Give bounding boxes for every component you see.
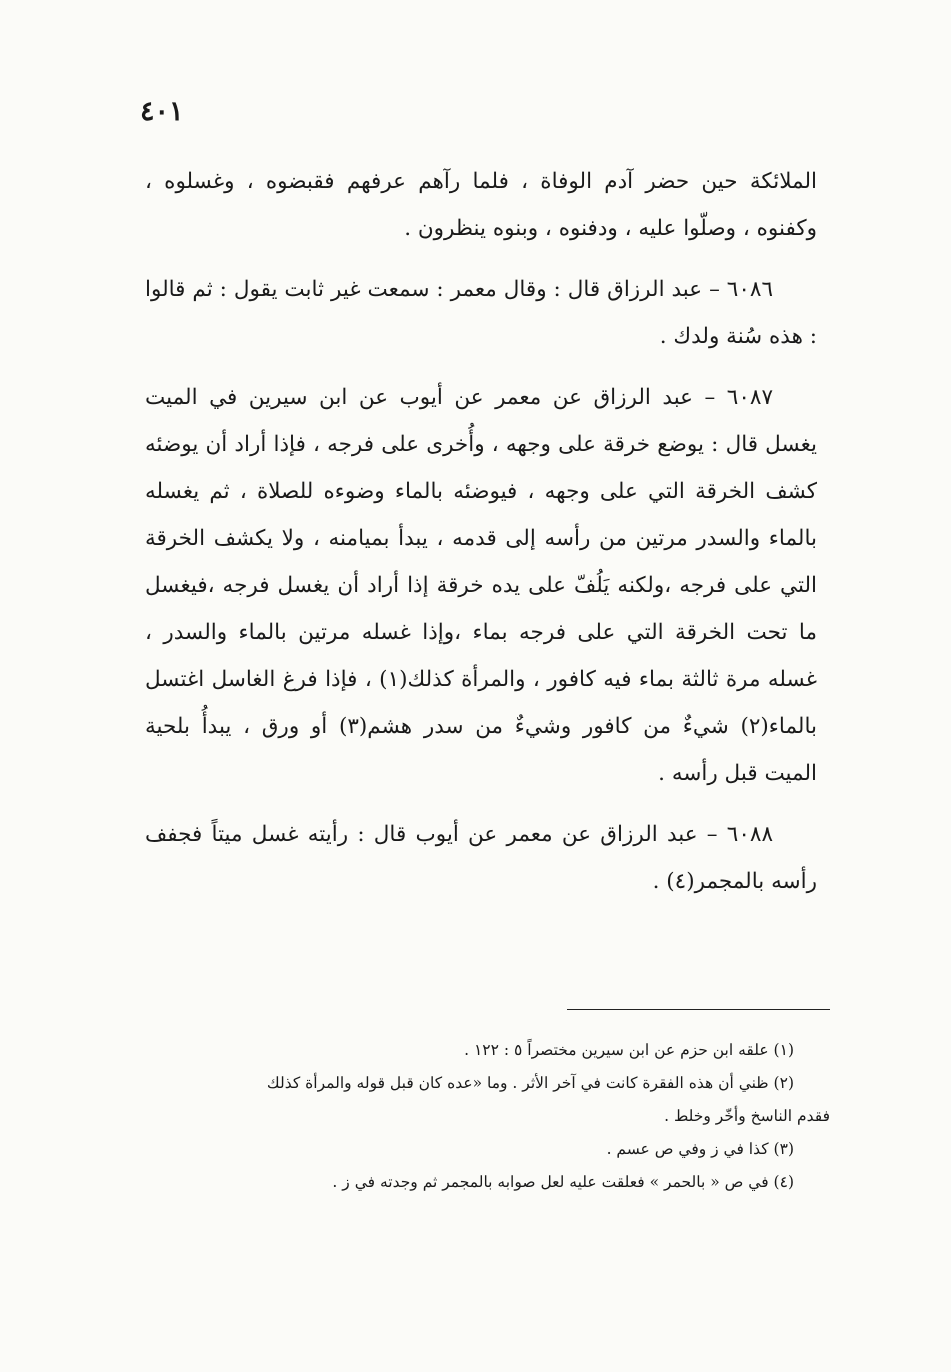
paragraph-6088: ٦٠٨٨ – عبد الرزاق عن معمر عن أيوب قال : رأيته غسل ميتاً فجفف رأسه بالمجمر(٤) . [145,822,817,894]
footnote-2: (٢) ظني أن هذه الفقرة كانت في آخر الأثر . وما «عده كان قبل قوله والمرأة كذلك [266,1074,794,1092]
page-number: ٤٠١ [140,96,184,127]
footnote-2-continuation: فقدم الناسخ وأخّر وخلط . [664,1107,830,1125]
footnotes [160,1034,830,1199]
footnote-3: (٣) كذا في ز وفي ص عسم . [606,1140,794,1158]
paragraph-continuation: الملائكة حين حضر آدم الوفاة ، فلما رآهم عرفهم فقبضوه ، وغسلوه ، وكفنوه ، وصلّوا عليه ، ودفنوه ، وبنوه ينظرون . [145,169,817,241]
paragraph-6086: ٦٠٨٦ – عبد الرزاق قال : وقال معمر : سمعت غير ثابت يقول : ثم قالوا : هذه سُنة ولدك . [145,277,817,349]
footnote-divider [567,1009,830,1010]
main-text [145,158,817,919]
footnote-1: (١) علقه ابن حزم عن ابن سيرين مختصراً ٥ : ١٢٢ . [464,1041,794,1059]
footnote-4: (٤) في ص « بالحمر » فعلقت عليه لعل صوابه بالمجمر ثم وجدته في ز . [332,1173,794,1191]
paragraph-6087: ٦٠٨٧ – عبد الرزاق عن معمر عن أيوب عن ابن سيرين في الميت يغسل قال : يوضع خرقة على وجهه ، وأُخرى على فرجه ، فإذا أراد أن يوضئه كشف الخرقة التي على وجهه ، فيوضئه بالماء وضوءه للصلاة ، ثم يغسله بالماء والسدر مرتين من رأسه إلى قدمه ، يبدأ بميامنه ، ولا يكشف الخرقة التي على فرجه ،ولكنه يَلُفّ على يده خرقة إذا أراد أن يغسل فرجه ،فيغسل ما تحت الخرقة التي على فرجه بماء ،وإذا غسله مرتين بالماء والسدر ، غسله مرة ثالثة بماء فيه كافور ، والمرأة كذلك(١) ، فإذا فرغ الغاسل اغتسل بالماء(٢) شيءٌ من كافور وشيءٌ من سدر هشم(٣) أو ورق ، يبدأُ بلحية الميت قبل رأسه . [145,385,817,786]
